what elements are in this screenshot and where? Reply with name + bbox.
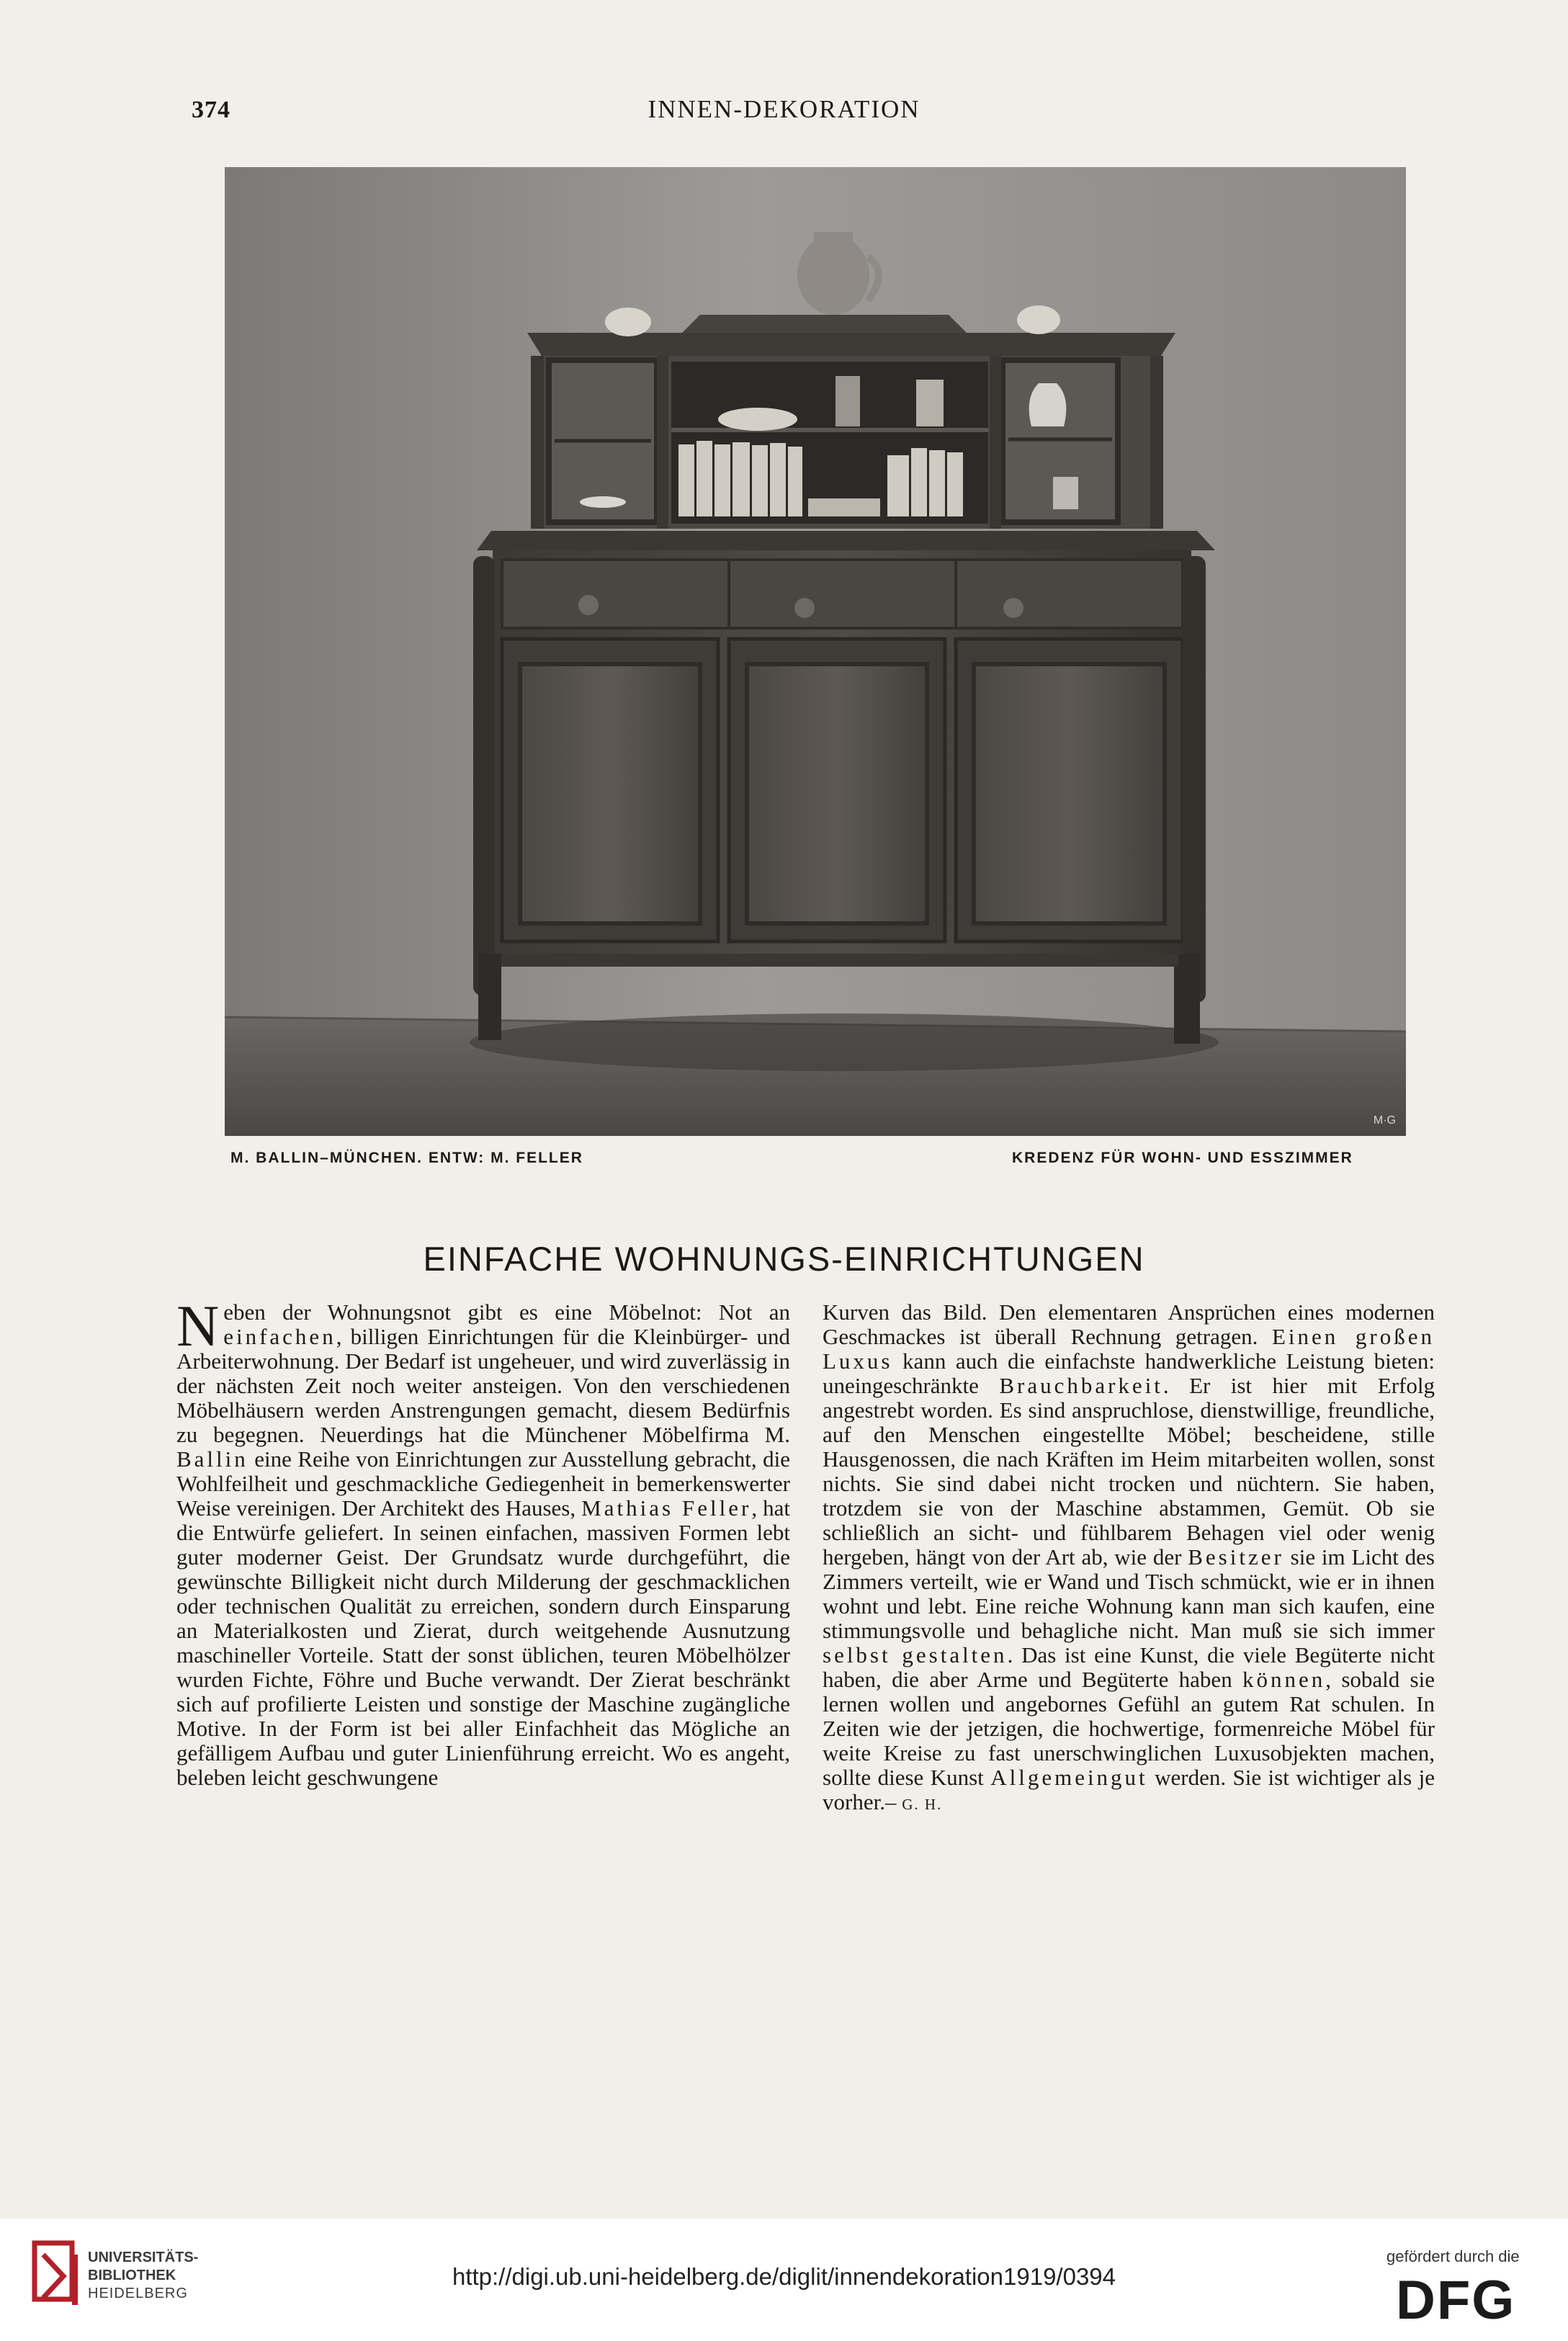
text-run: Kurven das Bild. Den elementaren Ansprüchen eines modernen Geschmackes ist überall Rechnung getragen. (823, 1300, 1435, 1349)
text-run: eine Reihe von Einrichtungen zur Ausstellung gebracht, die Wohlfeilheit und geschmackliche Gediegenheit in bemerkenswerter Weise vereinigen. Der Architekt des Hauses, (176, 1446, 790, 1521)
text-column-left (176, 1300, 790, 1948)
photo-monogram: M·G (1373, 1114, 1396, 1127)
text-run: . Er ist hier mit Erfolg angestrebt worden. Es sind anspruchlose, dienstwillige, freundliche, auf den Menschen eingestellte Möbel; bescheidene, stille Hausgenossen, die nach Kräften im Heim mitarbeiten wollen, sonst nichts. Sie sind dabei nicht trocken und nüchtern. Sie haben, trotzdem sie von der Maschine abstammen, Gemüt. Ob sie schließlich an sicht- und fühlbarem Behagen viel oder wenig hergeben, hängt von der Art ab, wie der (823, 1373, 1435, 1570)
author-signature: G. H. (902, 1796, 943, 1813)
drop-cap: N (176, 1300, 220, 1359)
text-run: . Das ist eine Kunst, die viele Begüterte nicht haben, die aber Arme und Begüterte haben (823, 1642, 1435, 1692)
spaced-emphasis: selbst gestalten (823, 1642, 1008, 1668)
permalink-url[interactable]: http://digi.ub.uni-heidelberg.de/diglit/innendekoration1919/0394 (452, 2263, 1116, 2290)
spaced-emphasis: Brauchbarkeit (999, 1373, 1163, 1398)
text-run: sie im Licht des Zimmers verteilt, wie er Wand und Tisch schmückt, wie er in ihnen wohnt und lebt. Eine reiche Wohnung kann man sich kaufen, eine stimmungsvolle und behagliche nicht. Man muß sie sich immer (823, 1544, 1435, 1643)
text-run: , sobald sie lernen wollen und angebornes Gefühl an gutem Rat schulen. In Zeiten wie der jetzigen, die hochwertige, formenreiche Möbel für weite Kreise zu fast unerschwinglichen Luxusobjekten machen, sollte diese Kunst (823, 1667, 1435, 1790)
digitization-footer (0, 2219, 1568, 2341)
text-run: , hat die Entwürfe geliefert. In seinen einfachen, massiven Formen lebt guter moderner Geist. Der Grundsatz wurde durchgeführt, die gewünschte Billigkeit nicht durch Milderung der geschmacklichen oder technischen Qualität zu erreichen, sondern durch Einsparung an Materialkosten und Zierat, durch weitgehende Ausnutzung maschineller Vorteile. Statt der sonst üblichen, teuren Möbelhölzer wurden Fichte, Föhre und Buche verwandt. Der Zierat beschränkt sich auf profilierte Leisten und sonstige der Maschine zugängliche Motive. In der Form ist bei aller Einfachheit das Mögliche an gefälligem Aufbau und guter Linienführung erreicht. Wo es angeht, beleben leicht geschwungene (176, 1495, 790, 1790)
library-name-line: HEIDELBERG (88, 2286, 188, 2301)
funding-note: gefördert durch die (1386, 2247, 1520, 2265)
dfg-logo: DFG (1396, 2270, 1516, 2331)
paragraph (823, 1300, 1435, 1817)
photo-credit-caption: M. BALLIN–MÜNCHEN. ENTW: M. FELLER (230, 1150, 583, 1166)
spaced-emphasis: Ballin (176, 1446, 248, 1472)
text-run: eben der Wohnungsnot gibt es eine Möbelnot: Not an (223, 1300, 790, 1325)
spaced-emphasis: Mathias Feller (581, 1495, 752, 1521)
spaced-emphasis: Einen großen Luxus (823, 1324, 1435, 1374)
photo-plate (225, 167, 1406, 1136)
text-run: kann auch die einfachste handwerkliche Leistung bieten: uneingeschränkte (823, 1348, 1435, 1398)
cabinet-photo (225, 167, 1406, 1136)
spaced-emphasis: Besitzer (1188, 1544, 1284, 1570)
text-run: werden. Sie ist wichtiger als je vorher.– (823, 1765, 1435, 1814)
spaced-emphasis: Allgemeingut (990, 1765, 1148, 1790)
photo-title-caption: KREDENZ FÜR WOHN- UND ESSZIMMER (1012, 1150, 1353, 1166)
library-name-line: BIBLIOTHEK (88, 2268, 176, 2283)
running-head: INNEN-DEKORATION (648, 95, 920, 123)
spaced-emphasis: können (1242, 1667, 1326, 1692)
article-title: EINFACHE WOHNUNGS-EINRICHTUNGEN (423, 1240, 1145, 1278)
text-run: , billigen Einrichtungen für die Kleinbürger- und Arbeiterwohnung. Der Bedarf ist ungeheuer, und wird zuverlässig in der nächsten Zeit noch weiter ansteigen. Von den verschiedenen Möbelhäusern werden Anstrengungen gemacht, diesem Bedürfnis zu begegnen. Neuerdings hat die Münchener Möbelfirma M. (176, 1324, 790, 1447)
text-column-right (823, 1300, 1435, 1948)
library-name-line: UNIVERSITÄTS- (88, 2250, 199, 2265)
paragraph (176, 1300, 790, 1790)
page-number: 374 (192, 97, 230, 123)
spaced-emphasis: einfachen (223, 1324, 336, 1349)
